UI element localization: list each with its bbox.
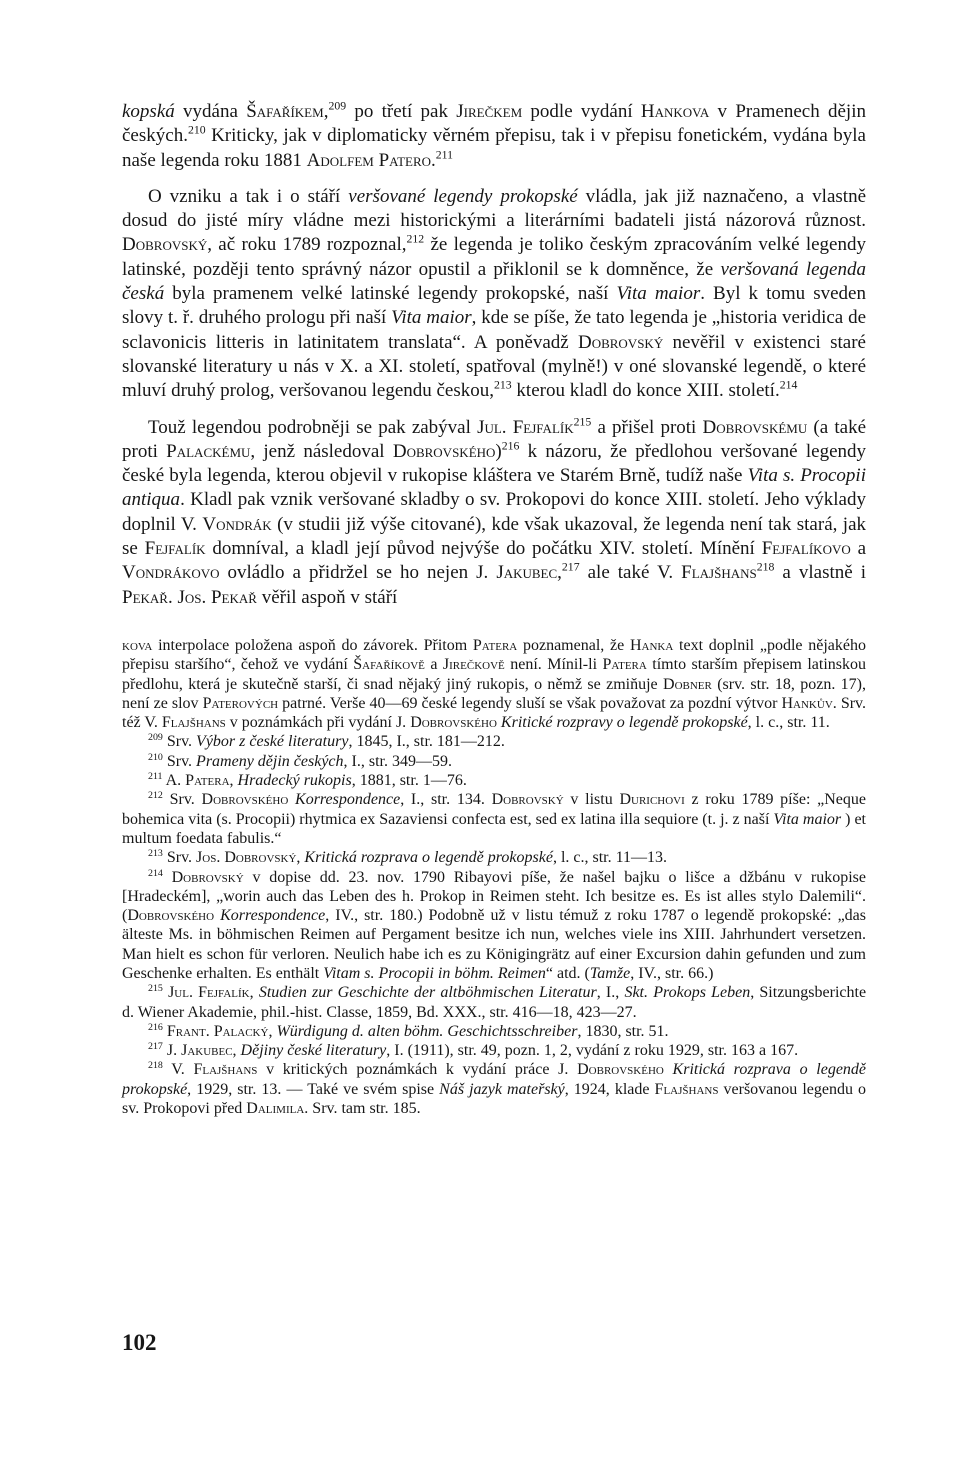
- footnote-210: $^{210}$ Srv. Prameny dějin českých, I., str. 349—59.: [148, 751, 452, 770]
- footnote-continuation: kova interpolace položena aspoň do závorek. Přitom Patera poznamenal, že Hanka text doplnil „podle nějakého přepisu staršího“, čehož ve vydání Šafaříkově a Jirečkově není. Mínil-li Patera tímto starším přepisem latinskou předlohu, která je skutečně starší, či snad nějaký jiný rukopis, o němž se zmiňuje Dobner (srv. str. 18, pozn. 17), není ze slov Paterových patrné. Verše 40—69 české legendy sluší se však považovat za pozdní výtvor Hankův. Srv. též V. Flajšhans v poznámkách při vydání J. Dobrovského Kritické rozpravy o legendě prokopské, l. c., str. 11.: [122, 636, 867, 732]
- footnote-215: $^{215}$ Jul. Fejfalík, Studien zur Geschichte der altböhmischen Literatur, I., Skt. Prokops Leben, Sitzungsberichte d. Wiener Akademie, phil.-hist. Classe, 1859, Bd. XXX., str. 416—18, 423—27.: [122, 983, 867, 1021]
- footnotes: [122, 636, 866, 1118]
- footnote-212: $^{212}$ Srv. Dobrovského Korrespondence, I., str. 134. Dobrovský v listu Durichovi z roku 1789 píše: „Neque bohemica vita (s. Procopii) rhytmica ex Sazaviensi confecta est, sed ex latina illa sequiore (t. j. z naší Vita maior ) et multum foedata fabulis.“: [122, 790, 867, 847]
- footnote-217: $^{217}$ J. Jakubec, Dějiny české literatury, I. (1911), str. 49, pozn. 1, 2, vydání z roku 1929, str. 163 a 167.: [148, 1041, 799, 1060]
- main-text: [122, 100, 866, 610]
- footnote-211: $^{211}$ A. Patera, Hradecký rukopis, 1881, str. 1—76.: [148, 770, 467, 790]
- page-number: 102: [122, 1330, 157, 1355]
- page-content: [122, 100, 866, 1118]
- paragraph-2: O vzniku a tak i o stáří veršované legendy prokopské vládla, jak již naznačeno, a vlastně dosud do jisté míry vládne mezi historickými a literárními badateli jistá názorová různost. Dobrovský, ač roku 1789 rozpoznal,$^{212}$ že legenda je toliko českým zpracováním velké legendy latinské, později tento správný názor opustil a přiklonil se k domněnce, že veršovaná legenda česká byla pramenem velké latinské legendy prokopské, naší Vita maior. Byl k tomu sveden slovy t. ř. druhého prologu při naší Vita maior, kde se píše, že tato legenda je „historia veridica de sclavonicis litteris in latinitatem translata“. A poněvadž Dobrovský nevěřil v existenci staré slovanské literatury u nás v X. a XI. století, spatřoval (mylně!) v oné slovanské legendě, o které mluví druhý prolog, veršovanou legendu českou,$^{213}$ kterou kladl do konce XIII. století.$^{214}$: [122, 185, 867, 402]
- paragraph-1: kopská vydána Šafaříkem,$^{209}$ po třetí pak Jirečkem podle vydání Hankova v Pramenech dějin českých.$^{210}$ Kriticky, jak v diplomaticky věrném přepisu, tak i v přepisu fonetickém, vydána byla naše legenda roku 1881 Adolfem Patero.$^{211}$: [122, 99, 866, 171]
- footnote-214: $^{214}$ Dobrovský v dopise dd. 23. nov. 1790 Ribayovi píše, že našel bajku o lišce a džbánu v rukopise [Hradeckém], „worin auch das Leben des h. Prokop in Reimen steht. Ich besitze es. Es ist alles stylo Dalemili“. (Dobrovského Korrespondence, IV., str. 180.) Podobně už v listu témuž z roku 1787 o legendě prokopské: „das älteste Ms. in böhmischen Reimen auf Pergament besitze ich nun, welches viele ins XIII. Jahrhundert versetzen. Man hielt es schon für verloren. Neulich habe ich es zu Königingrätz auf einer Excursion dahin gefunden und zum Geschenke erhalten. Es enthält Vitam s. Procopii in böhm. Reimen“ atd. (Tamže, IV., str. 66.): [122, 867, 867, 982]
- footnote-216: $^{216}$ Frant. Palacký, Würdigung d. alten böhm. Geschichtsschreiber, 1830, str. 51.: [148, 1021, 669, 1040]
- footnote-separator: [122, 610, 866, 636]
- paragraph-3: Touž legendou podrobněji se pak zabýval Jul. Fejfalík$^{215}$ a přišel proti Dobrovskému (a také proti Palackému, jenž následoval Dobrovského)$^{216}$ k názoru, že předlohou veršované legendy české byla legenda, kterou objevil v rukopise kláštera ve Starém Brně, tudíž naše Vita s. Procopii antiqua. Kladl pak vznik veršované skladby o sv. Prokopovi do konce XIII. století. Jeho výklady doplnil V. Vondrák (v studii již výše citované), kde však ukazoval, že legenda není tak stará, jak se Fejfalík domníval, a kladl její původ nejvýše do počátku XIV. století. Mínění Fejfalíkovo a Vondrákovo ovládlo a přidržel se ho nejen J. Jakubec,$^{217}$ ale také V. Flajšhans$^{218}$ a vlastně i Pekař. Jos. Pekař věřil aspoň v stáří: [122, 415, 867, 608]
- footnote-209: $^{209}$ Srv. Výbor z české literatury, 1845, I., str. 181—212.: [148, 732, 505, 751]
- footnote-213: $^{213}$ Srv. Jos. Dobrovský, Kritická rozprava o legendě prokopské, l. c., str. 11—13.: [148, 848, 668, 867]
- footnote-218: $^{218}$ V. Flajšhans v kritických poznámkách k vydání práce J. Dobrovského Kritická rozprava o legendě prokopské, 1929, str. 13. — Také ve svém spise Náš jazyk mateřský, 1924, klade Flajšhans veršovanou legendu o sv. Prokopovi před Dalimila. Srv. tam str. 185.: [122, 1060, 867, 1118]
